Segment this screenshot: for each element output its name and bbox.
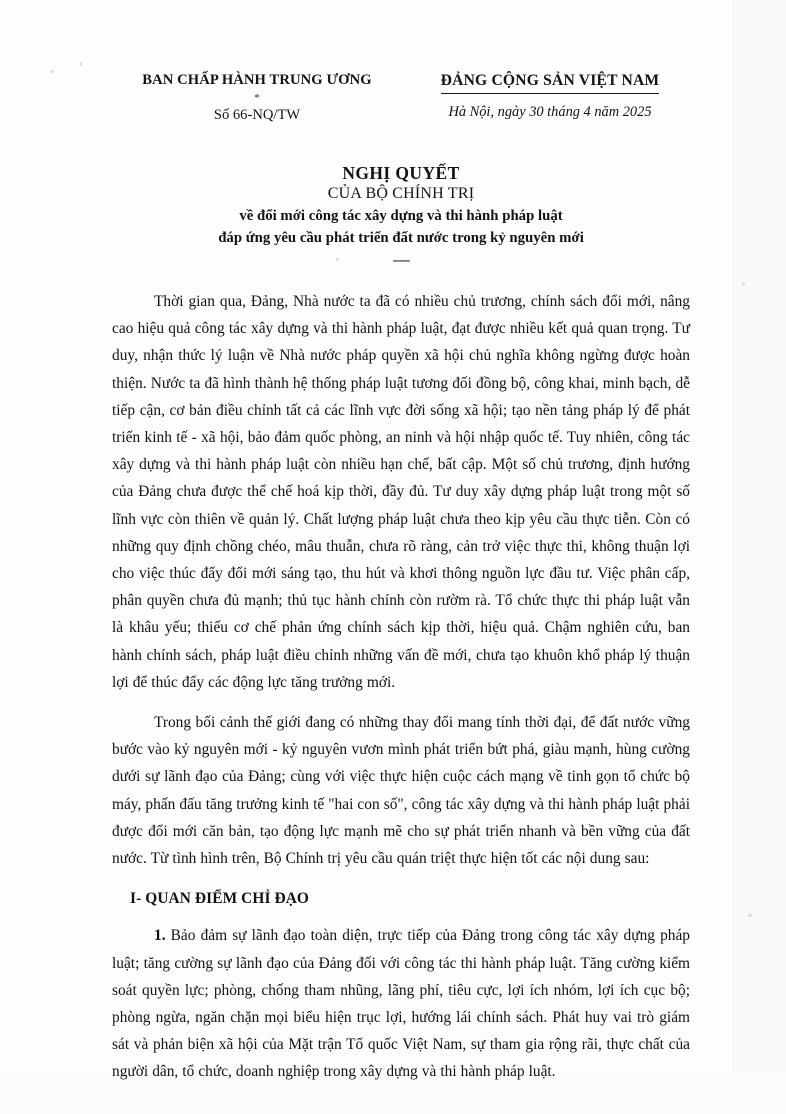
section-heading-1: I- QUAN ĐIỂM CHỈ ĐẠO <box>130 890 309 908</box>
document-content <box>112 0 690 1114</box>
issuing-organization: BAN CHẤP HÀNH TRUNG ƯƠNG <box>142 72 372 88</box>
scan-edge-right <box>733 0 786 1114</box>
scan-speck <box>748 914 752 917</box>
body-paragraph-1: Thời gian qua, Đảng, Nhà nước ta đã có nhiều chủ trương, chính sách đổi mới, nâng cao hiệu quả công tác xây dựng và thi hành pháp luật, đạt được nhiều kết quả quan trọng. Tư duy, nhận thức lý luận về Nhà nước pháp quyền xã hội chủ nghĩa không ngừng được hoàn thiện. Nước ta đã hình thành hệ thống pháp luật tương đối đồng bộ, công khai, minh bạch, dễ tiếp cận, cơ bản điều chỉnh tất cả các lĩnh vực đời sống xã hội; tạo nền tảng pháp lý để phát triển kinh tế - xã hội, bảo đảm quốc phòng, an ninh và hội nhập quốc tế. Tuy nhiên, công tác xây dựng và thi hành pháp luật còn nhiều hạn chế, bất cập. Một số chủ trương, định hướng của Đảng chưa được thể chế hoá kịp thời, đầy đủ. Tư duy xây dựng pháp luật trong một số lĩnh vực còn thiên về quản lý. Chất lượng pháp luật chưa theo kịp yêu cầu thực tiễn. Còn có những quy định chồng chéo, mâu thuẫn, chưa rõ ràng, cản trở việc thực thi, không thuận lợi cho việc thúc đẩy đổi mới sáng tạo, thu hút và khơi thông nguồn lực đầu tư. Việc phân cấp, phân quyền chưa đủ mạnh; thủ tục hành chính còn rườm rà. Tổ chức thực thi pháp luật vẫn là khâu yếu; thiếu cơ chế phản ứng chính sách kịp thời, hiệu quả. Chậm nghiên cứu, ban hành chính sách, pháp luật điều chỉnh những vấn đề mới, chưa tạo khuôn khổ pháp lý thuận lợi để thúc đẩy các động lực tăng trưởng mới. <box>112 293 690 691</box>
document-header <box>112 72 690 124</box>
body-paragraph-2: Trong bối cảnh thế giới đang có những thay đổi mang tính thời đại, để đất nước vững bước vào kỷ nguyên mới - kỷ nguyên vươn mình phát triển bứt phá, giàu mạnh, hùng cường dưới sự lãnh đạo của Đảng; cùng với việc thực hiện cuộc cách mạng về tinh gọn tổ chức bộ máy, phấn đấu tăng trưởng kinh tế "hai con số", công tác xây dựng và thi hành pháp luật phải được đổi mới căn bản, tạo động lực mạnh mẽ cho sự phát triển nhanh và bền vững của đất nước. Từ tình hình trên, Bộ Chính trị yêu cầu quán triệt thực hiện tốt các nội dung sau: <box>112 714 690 868</box>
item-1-text: Bảo đảm sự lãnh đạo toàn diện, trực tiếp của Đảng trong công tác xây dựng pháp luật; tăng cường sự lãnh đạo của Đảng đối với công tác thi hành pháp luật. Tăng cường kiểm soát quyền lực; phòng, chống tham nhũng, lãng phí, tiêu cực, lợi ích nhóm, lợi ích cục bộ; phòng ngừa, ngăn chặn mọi biểu hiện trục lợi, hướng lái chính sách. Phát huy vai trò giám sát và phản biện xã hội của Mặt trận Tổ quốc Việt Nam, sự tham gia rộng rãi, thực chất của người dân, tổ chức, doanh nghiệp trong xây dựng và thi hành pháp luật. <box>112 927 690 1081</box>
item-1-number: 1. <box>154 927 166 945</box>
body-item-1 <box>112 922 690 1085</box>
document-number: Số 66-NQ/TW <box>213 107 301 123</box>
title-separator: ----- <box>392 252 410 267</box>
header-left-block <box>112 72 402 124</box>
document-subtitle: CỦA BỘ CHÍNH TRỊ <box>327 185 475 202</box>
national-heading: ĐẢNG CỘNG SẢN VIỆT NAM <box>441 72 660 94</box>
star-separator-icon: * <box>254 92 260 104</box>
document-title: NGHỊ QUYẾT <box>342 163 460 183</box>
scan-speck <box>51 70 54 73</box>
title-block <box>112 162 690 268</box>
scan-speck <box>80 62 82 66</box>
document-body <box>112 288 690 1099</box>
scan-speck <box>742 283 745 286</box>
place-and-date: Hà Nội, ngày 30 tháng 4 năm 2025 <box>448 104 652 120</box>
document-subject-line-1: về đổi mới công tác xây dựng và thi hành pháp luật <box>239 208 563 224</box>
header-right-block <box>410 72 690 121</box>
document-subject-line-2: đáp ứng yêu cầu phát triển đất nước trong kỷ nguyên mới <box>218 230 584 246</box>
